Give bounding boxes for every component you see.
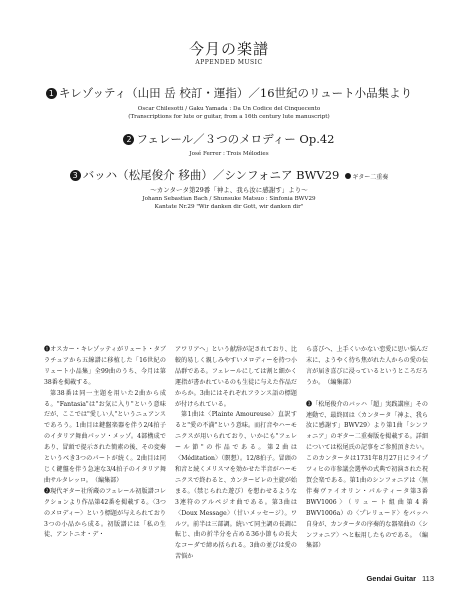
piece-3 [0,168,458,211]
piece-1-line-1: Oscar Chilesotti / Gaku Yamada : Da Un Codice del Cinquecento [137,106,321,112]
bullet-icon [345,173,351,179]
paragraph: ら喜びへ、上手くいかない恋愛に思い悩んだ末に、ようやく待ち焦がれた人からの愛の伝言が届き喜びに浸っているというところだろうか。 （編集部） [306,346,428,386]
duo-badge-label: ギター二重奏 [352,174,389,181]
piece-3-line-2: Johann Sebastian Bach / Shunsuke Matsuo : Sinfonia BWV29 [142,196,316,202]
paragraph: ❸「松尾俊介のバッハ「超」実践講座」その連動で、最終回は〈カンタータ「神よ、我ら汝に感謝す」BWV29〉より第1曲「シンフォニア」のギター二重奏版を掲載する。詳細については松尾氏の記事をご参照頂きたい。このカンタータは1731年8月27日にライプツィヒの市参議会選挙の式典で初演された祝賀会楽である。第1曲のシンフォニアは〈無伴奏ヴァイオリン・パルティータ第3番BWV1006〉（リュート組曲第4番BWV1006a）の〈プレリュード〉をバッハ自身が、カンタータの序奏的な器楽曲の〈シンフォニア〉へと転用したものである。 （編集部） [306,400,428,550]
page-number: 113 [422,574,434,583]
piece-2 [0,132,458,158]
magazine-name: Gendai Guitar [366,574,417,583]
paragraph: 第1曲は〈Plainte Amoureuse〉直訳すると"愛の不満"という意味。而打音やハーモニクスが用いられており、いかにも"フェレール節"の作品である。第2曲は〈Méditation〉（瞑想）。12/8拍子。冒頭の和音と続くメリスマを効かせた半音がハーモニクスで終わると、カンタービレの主旋が始まる。（禁じられた遊び）を想わせるような3連符のアルペジオ曲である。第3曲は〈Doux Message〉（甘いメッセージ）。ワルツ。前半は三部調。続いて同主調の長調に転じ、曲の折半分を占める36小節もの長大なコーダで締め括られる。3曲の並びは愛の苦悩か [175,411,297,561]
column-1 [44,345,166,541]
piece-2-line-1: José Ferrer : Trois Mélodies [189,151,269,157]
number-1-icon: 1 [46,88,57,99]
piece-3-title: バッハ（松尾俊介 移曲）／シンフォニア BWV29 [82,168,340,182]
number-2-icon: 2 [123,134,134,145]
piece-1 [0,86,458,121]
paragraph: 第38番は同一主題を用いた2曲から成る。"Fantasia"は"お気に入り"という意味だが、ここでは"愛しい人"というニュアンスであろう。1曲目は鍵盤楽器を伴う2/4拍子のイタリア舞曲パッソ・メッゾ。4部構成であり、冒頭で提示された簡素の後、その変奏というべき3つのパートが続く。2曲目は同じく鍵盤を伴う急速な3/4拍子のイタリア舞曲サルタレッロ。 （編集部） [44,389,166,484]
column-2 [175,345,297,563]
piece-3-line-1: ～カンタータ第29番「神よ、我ら汝に感謝す」より～ [150,186,308,194]
piece-1-line-2: (Transcriptions for lute or guitar, from a 16th century lute manuscript) [128,114,330,120]
paragraph: ❶オスカー・キレゾッティがリュート・タブラチュアから五線譜に移植した「16世紀のリュート小品集」全99曲のうち、今月は第38番を掲載する。 [44,346,166,386]
page-footer [366,574,434,583]
page-title: 今月の楽譜 [188,40,269,58]
column-3 [306,345,428,552]
page-subtitle: APPENDED MUSIC [195,59,263,66]
number-3-icon: 3 [70,170,81,181]
piece-1-title: キレゾッティ（山田 岳 校訂・運指）／16世紀のリュート小品集より [58,86,413,100]
duo-badge [345,174,388,181]
paragraph: アワリアへ」という献辞が記されており、比較的易しく親しみやすいメロディーを持つ小品群である。フェレールにしては割と細かく運指が書かれているのも生徒に与えた作品だからか。3曲にはそれぞれフランス語の標題が付けられている。 [175,346,297,408]
piece-3-line-3: Kantate Nr.29 "Wir danken dir Gott, wir danken dir" [154,204,304,210]
paragraph: ❷現代ギター社所蔵のフェレール初版譜コレクションより作品第42番を掲載する。〈3つのメロディー〉という標題が与えられており3つの小品から成る。初版譜には「私の生徒、アントニオ・デ・ [44,487,166,539]
piece-2-title: フェレール／３つのメロディー Op.42 [136,132,335,146]
